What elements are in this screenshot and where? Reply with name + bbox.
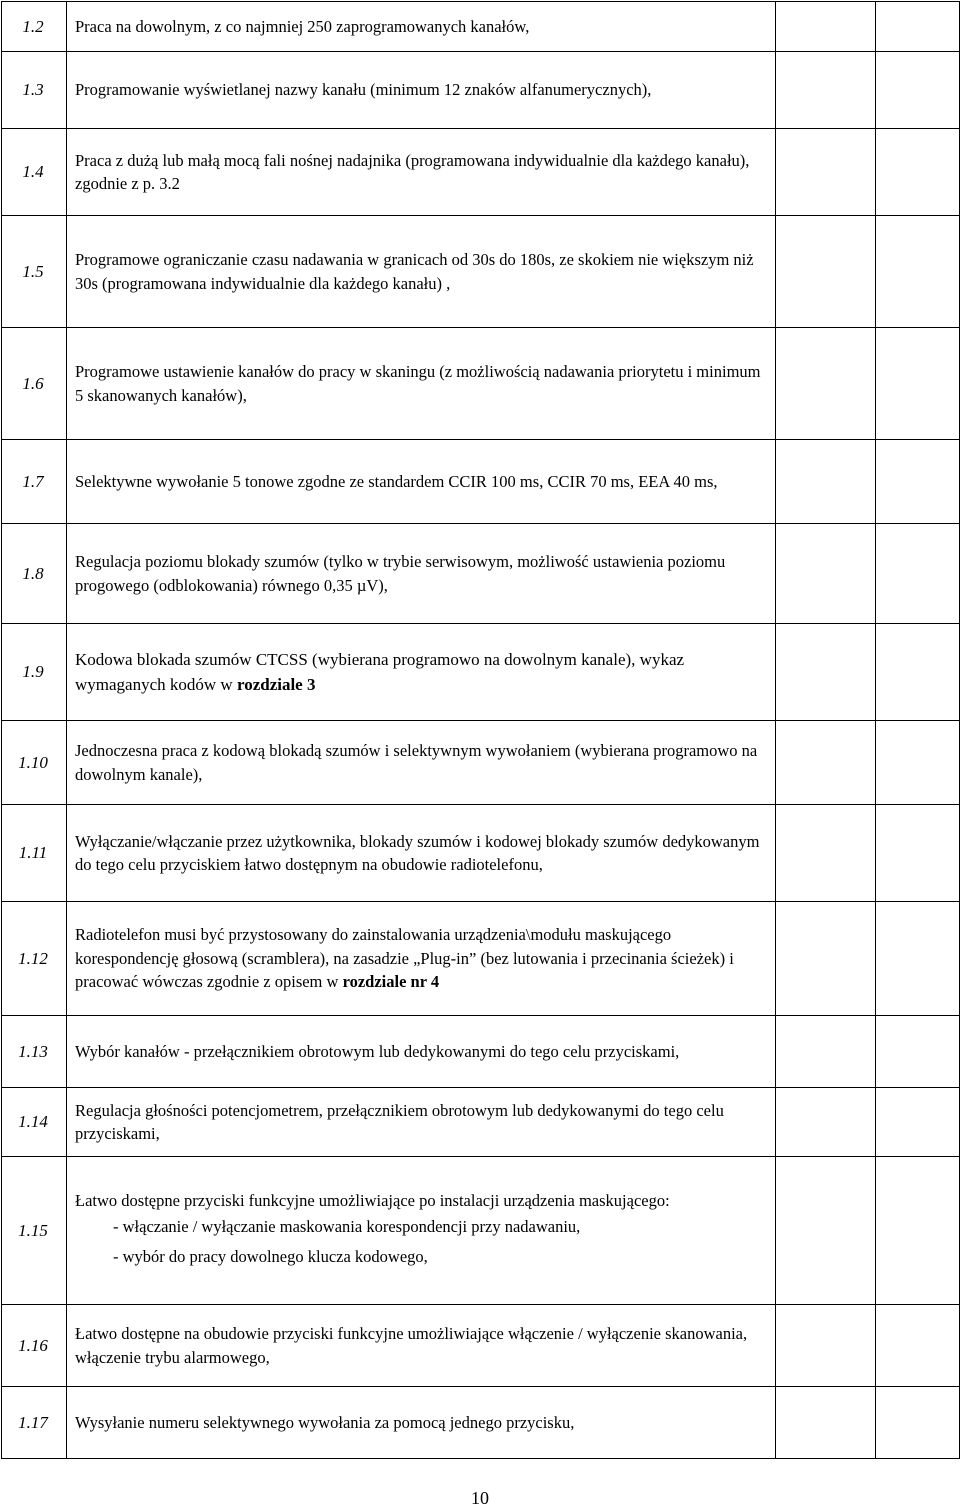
answer-cell xyxy=(776,902,876,1016)
row-number: 1.4 xyxy=(2,129,67,216)
table-row xyxy=(2,129,960,216)
row-description: Jednoczesna praca z kodową blokadą szumów i selektywnym wywołaniem (wybierana programowo na dowolnym kanale), xyxy=(67,721,776,805)
row-description: Programowe ustawienie kanałów do pracy w skaningu (z możliwością nadawania priorytetu i minimum 5 skanowanych kanałów), xyxy=(67,328,776,440)
row-description: Regulacja głośności potencjometrem, przełącznikiem obrotowym lub dedykowanymi do tego celu przyciskami, xyxy=(67,1088,776,1157)
remarks-cell xyxy=(876,1305,960,1387)
row-description: Wysyłanie numeru selektywnego wywołania za pomocą jednego przycisku, xyxy=(67,1387,776,1459)
row-number: 1.2 xyxy=(2,2,67,52)
answer-cell xyxy=(776,440,876,524)
row-number: 1.5 xyxy=(2,216,67,328)
remarks-cell xyxy=(876,1088,960,1157)
row-description: Praca z dużą lub małą mocą fali nośnej nadajnika (programowana indywidualnie dla każdego kanału), zgodnie z p. 3.2 xyxy=(67,129,776,216)
chapter-reference: rozdziale nr 4 xyxy=(342,972,440,992)
row-number: 1.3 xyxy=(2,52,67,129)
row-number: 1.16 xyxy=(2,1305,67,1387)
row-number: 1.12 xyxy=(2,902,67,1016)
row-number: 1.9 xyxy=(2,624,67,721)
row-number: 1.8 xyxy=(2,524,67,624)
row-description: Łatwo dostępne na obudowie przyciski funkcyjne umożliwiające włączenie / wyłączenie skanowania, włączenie trybu alarmowego, xyxy=(67,1305,776,1387)
table-row xyxy=(2,1305,960,1387)
answer-cell xyxy=(776,624,876,721)
remarks-cell xyxy=(876,805,960,902)
table-row xyxy=(2,805,960,902)
row-number: 1.11 xyxy=(2,805,67,902)
table-row xyxy=(2,216,960,328)
table-row xyxy=(2,2,960,52)
answer-cell xyxy=(776,721,876,805)
row-number: 1.6 xyxy=(2,328,67,440)
remarks-cell xyxy=(876,1387,960,1459)
table-row xyxy=(2,52,960,129)
table-row xyxy=(2,624,960,721)
row-description: Regulacja poziomu blokady szumów (tylko w trybie serwisowym, możliwość ustawienia poziomu progowego (odblokowania) równego 0,35 µV), xyxy=(67,524,776,624)
row-number: 1.7 xyxy=(2,440,67,524)
table-row xyxy=(2,902,960,1016)
remarks-cell xyxy=(876,52,960,129)
remarks-cell xyxy=(876,1016,960,1088)
answer-cell xyxy=(776,129,876,216)
remarks-cell xyxy=(876,2,960,52)
remarks-cell xyxy=(876,524,960,624)
row-number: 1.13 xyxy=(2,1016,67,1088)
row-description: Programowanie wyświetlanej nazwy kanału (minimum 12 znaków alfanumerycznych), xyxy=(67,52,776,129)
answer-cell xyxy=(776,2,876,52)
remarks-cell xyxy=(876,216,960,328)
remarks-cell xyxy=(876,902,960,1016)
answer-cell xyxy=(776,216,876,328)
table-row xyxy=(2,440,960,524)
remarks-cell xyxy=(876,721,960,805)
row-description: Kodowa blokada szumów CTCSS (wybierana programowo na dowolnym kanale), wykaz wymaganych kodów w rozdziale 3 xyxy=(67,624,776,721)
answer-cell xyxy=(776,1016,876,1088)
sub-item: - włączanie / wyłączanie maskowania korespondencji przy nadawaniu, xyxy=(113,1217,581,1237)
table-row xyxy=(2,1088,960,1157)
row-description: Selektywne wywołanie 5 tonowe zgodne ze standardem CCIR 100 ms, CCIR 70 ms, EEA 40 ms, xyxy=(67,440,776,524)
row-number: 1.10 xyxy=(2,721,67,805)
table-row xyxy=(2,524,960,624)
remarks-cell xyxy=(876,440,960,524)
answer-cell xyxy=(776,805,876,902)
row-number: 1.15 xyxy=(2,1157,67,1305)
row-description: Praca na dowolnym, z co najmniej 250 zaprogramowanych kanałów, xyxy=(67,2,776,52)
row-description: Radiotelefon musi być przystosowany do zainstalowania urządzenia\modułu maskującego korespondencję głosową (scramblera), na zasadzie „Plug-in” (bez lutowania i przecinania ścieżek) i pracować wówczas zgodnie z opisem w rozdziale nr 4 xyxy=(67,902,776,1016)
table-row xyxy=(2,1016,960,1088)
row-description: Programowe ograniczanie czasu nadawania w granicach od 30s do 180s, ze skokiem nie większym niż 30s (programowana indywidualnie dla każdego kanału) , xyxy=(67,216,776,328)
answer-cell xyxy=(776,1387,876,1459)
chapter-reference: rozdziale 3 xyxy=(236,675,316,694)
remarks-cell xyxy=(876,129,960,216)
table-row xyxy=(2,1387,960,1459)
sub-item: - wybór do pracy dowolnego klucza kodowego, xyxy=(113,1247,428,1267)
remarks-cell xyxy=(876,1157,960,1305)
page-number: 10 xyxy=(471,1488,489,1508)
answer-cell xyxy=(776,328,876,440)
answer-cell xyxy=(776,1305,876,1387)
answer-cell xyxy=(776,524,876,624)
row-description: Łatwo dostępne przyciski funkcyjne umożliwiające po instalacji urządzenia maskującego: - włączanie / wyłączanie maskowania korespondencji przy nadawaniu, - wybór do pracy dowolnego klucza kodowego, xyxy=(67,1157,776,1305)
table-row xyxy=(2,1157,960,1305)
remarks-cell xyxy=(876,328,960,440)
table-row xyxy=(2,328,960,440)
row-description: Wybór kanałów - przełącznikiem obrotowym lub dedykowanymi do tego celu przyciskami, xyxy=(67,1016,776,1088)
remarks-cell xyxy=(876,624,960,721)
requirements-table xyxy=(1,1,960,1459)
answer-cell xyxy=(776,52,876,129)
answer-cell xyxy=(776,1157,876,1305)
row-number: 1.17 xyxy=(2,1387,67,1459)
row-description: Wyłączanie/włączanie przez użytkownika, blokady szumów i kodowej blokady szumów dedykowanym do tego celu przyciskiem łatwo dostępnym na obudowie radiotelefonu, xyxy=(67,805,776,902)
row-number: 1.14 xyxy=(2,1088,67,1157)
answer-cell xyxy=(776,1088,876,1157)
table-row xyxy=(2,721,960,805)
